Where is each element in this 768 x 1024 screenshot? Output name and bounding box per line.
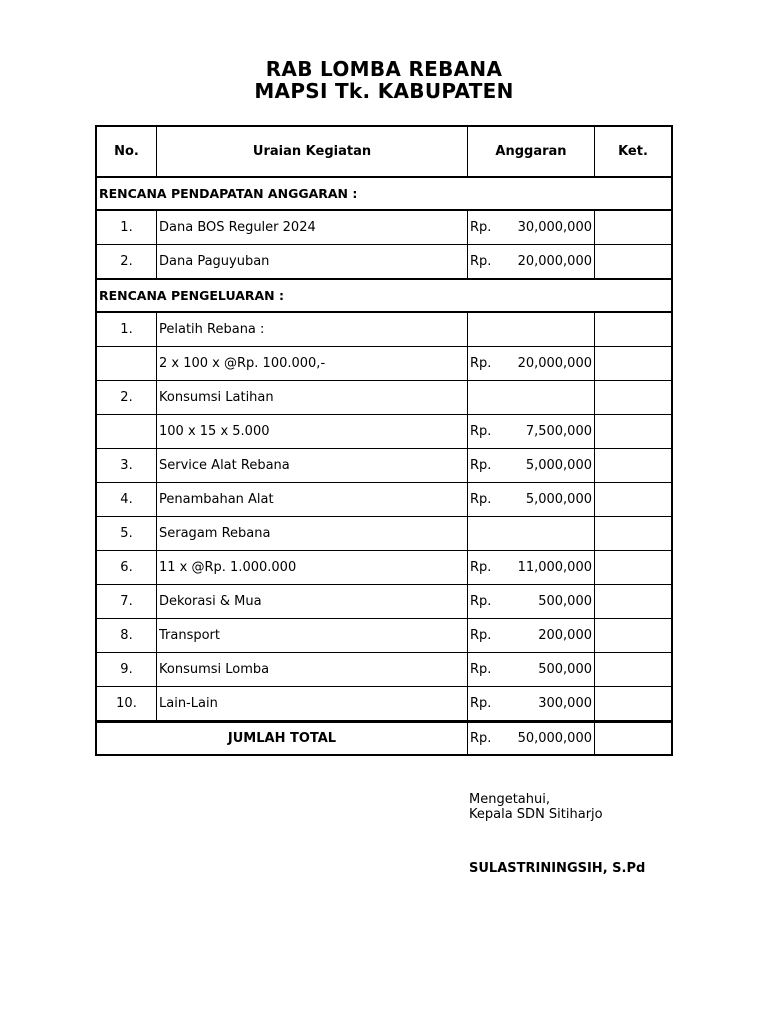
- row-ket: [595, 687, 671, 721]
- row-description: Penambahan Alat: [157, 483, 468, 517]
- table-row: [97, 653, 671, 687]
- row-amount: 200,000: [538, 628, 592, 643]
- row-amount-cell: [468, 551, 595, 585]
- table-row: [97, 415, 671, 449]
- total-amount-cell: [468, 721, 595, 756]
- table-row: [97, 687, 671, 721]
- row-description: Lain-Lain: [157, 687, 468, 721]
- row-description: Seragam Rebana: [157, 517, 468, 551]
- row-description: 2 x 100 x @Rp. 100.000,-: [157, 347, 468, 381]
- table-header-row: [97, 127, 671, 177]
- row-amount: 500,000: [538, 594, 592, 609]
- table-row: [97, 313, 671, 347]
- signature-acknowledge: Mengetahui,: [469, 792, 550, 807]
- table-row: [97, 483, 671, 517]
- row-amount-cell: [468, 483, 595, 517]
- currency-label: Rp.: [470, 662, 492, 677]
- header-anggaran: Anggaran: [468, 127, 595, 177]
- row-amount-cell: [468, 211, 595, 245]
- row-amount-cell: [468, 585, 595, 619]
- row-ket: [595, 347, 671, 381]
- row-number: 6.: [97, 551, 157, 585]
- currency-label: Rp.: [470, 628, 492, 643]
- document-title: RAB LOMBA REBANA: [265, 57, 503, 81]
- section-row: [97, 177, 671, 211]
- signature-position: Kepala SDN Sitiharjo: [469, 807, 603, 822]
- row-amount-cell: [468, 313, 595, 347]
- row-description: Dana Paguyuban: [157, 245, 468, 279]
- row-ket: [595, 483, 671, 517]
- currency-label: Rp.: [470, 560, 492, 575]
- row-ket: [595, 585, 671, 619]
- header-ket: Ket.: [595, 127, 671, 177]
- table-row: [97, 211, 671, 245]
- row-amount: 5,000,000: [525, 458, 592, 473]
- total-ket-cell: [595, 721, 671, 756]
- row-number: 7.: [97, 585, 157, 619]
- currency-label: Rp.: [470, 254, 492, 269]
- row-description: Transport: [157, 619, 468, 653]
- row-description: Konsumsi Lomba: [157, 653, 468, 687]
- currency-label: Rp.: [470, 458, 492, 473]
- row-description: Dana BOS Reguler 2024: [157, 211, 468, 245]
- section-label: RENCANA PENGELUARAN :: [97, 279, 671, 313]
- row-amount: 11,000,000: [517, 560, 592, 575]
- document-subtitle: MAPSI Tk. KABUPATEN: [254, 79, 514, 103]
- row-amount: 5,000,000: [525, 492, 592, 507]
- row-number: [97, 415, 157, 449]
- row-description: 100 x 15 x 5.000: [157, 415, 468, 449]
- row-ket: [595, 517, 671, 551]
- row-amount-cell: [468, 517, 595, 551]
- signature-name: SULASTRININGSIH, S.Pd: [469, 861, 646, 876]
- row-number: 5.: [97, 517, 157, 551]
- row-number: 4.: [97, 483, 157, 517]
- row-amount: 500,000: [538, 662, 592, 677]
- row-ket: [595, 653, 671, 687]
- total-amount: 50,000,000: [517, 731, 592, 746]
- row-amount-cell: [468, 415, 595, 449]
- section-label: RENCANA PENDAPATAN ANGGARAN :: [97, 177, 671, 211]
- currency-label: Rp.: [470, 492, 492, 507]
- row-number: 1.: [97, 313, 157, 347]
- row-description: Service Alat Rebana: [157, 449, 468, 483]
- row-ket: [595, 313, 671, 347]
- currency-label: Rp.: [470, 696, 492, 711]
- row-number: 8.: [97, 619, 157, 653]
- currency-label: Rp.: [470, 424, 492, 439]
- total-row: [97, 721, 671, 756]
- table-row: [97, 245, 671, 279]
- row-amount: 300,000: [538, 696, 592, 711]
- section-row: [97, 279, 671, 313]
- table-row: [97, 585, 671, 619]
- row-amount-cell: [468, 347, 595, 381]
- row-ket: [595, 551, 671, 585]
- row-ket: [595, 415, 671, 449]
- row-amount: 30,000,000: [517, 220, 592, 235]
- row-amount-cell: [468, 687, 595, 721]
- table-row: [97, 619, 671, 653]
- row-amount-cell: [468, 653, 595, 687]
- table-body: [97, 177, 671, 721]
- row-amount-cell: [468, 381, 595, 415]
- budget-table: [95, 125, 673, 756]
- table-row: [97, 347, 671, 381]
- row-ket: [595, 245, 671, 279]
- table-row: [97, 449, 671, 483]
- row-description: Konsumsi Latihan: [157, 381, 468, 415]
- row-amount: 7,500,000: [525, 424, 592, 439]
- table-row: [97, 551, 671, 585]
- header-uraian: Uraian Kegiatan: [157, 127, 468, 177]
- row-ket: [595, 381, 671, 415]
- row-number: 1.: [97, 211, 157, 245]
- total-label: JUMLAH TOTAL: [97, 721, 468, 756]
- table-row: [97, 381, 671, 415]
- table-row: [97, 517, 671, 551]
- row-number: 2.: [97, 381, 157, 415]
- row-ket: [595, 619, 671, 653]
- row-number: 9.: [97, 653, 157, 687]
- row-number: 3.: [97, 449, 157, 483]
- currency-label: Rp.: [470, 731, 492, 746]
- header-no: No.: [97, 127, 157, 177]
- row-description: Pelatih Rebana :: [157, 313, 468, 347]
- row-amount-cell: [468, 449, 595, 483]
- row-number: [97, 347, 157, 381]
- row-amount-cell: [468, 245, 595, 279]
- row-description: 11 x @Rp. 1.000.000: [157, 551, 468, 585]
- currency-label: Rp.: [470, 594, 492, 609]
- row-amount: 20,000,000: [517, 254, 592, 269]
- currency-label: Rp.: [470, 356, 492, 371]
- row-ket: [595, 211, 671, 245]
- row-ket: [595, 449, 671, 483]
- row-amount-cell: [468, 619, 595, 653]
- row-number: 2.: [97, 245, 157, 279]
- row-description: Dekorasi & Mua: [157, 585, 468, 619]
- row-amount: 20,000,000: [517, 356, 592, 371]
- currency-label: Rp.: [470, 220, 492, 235]
- row-number: 10.: [97, 687, 157, 721]
